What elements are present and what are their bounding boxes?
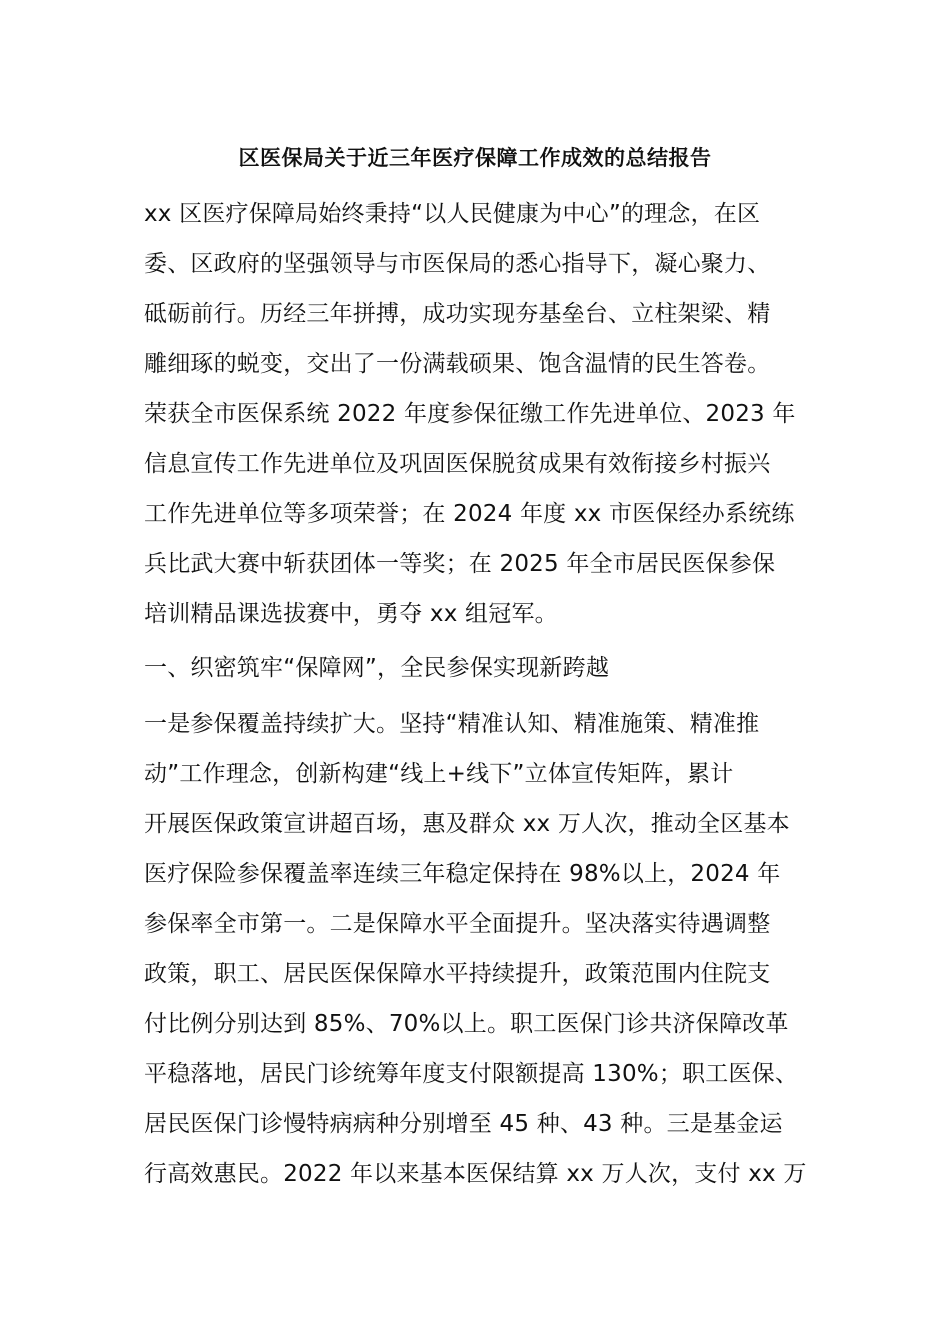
body-line: 信息宣传工作先进单位及巩固医保脱贫成果有效衔接乡村振兴	[144, 451, 771, 477]
body-line: 兵比武大赛中斩获团体一等奖；在 2025 年全市居民医保参保	[144, 551, 776, 577]
body-line: 工作先进单位等多项荣誉；在 2024 年度 xx 市医保经办系统练	[144, 501, 795, 527]
body-line: 培训精品课选拔赛中，勇夺 xx 组冠军。	[144, 601, 558, 627]
body-line: 平稳落地，居民门诊统筹年度支付限额提高 130%；职工医保、	[144, 1061, 799, 1087]
body-line: 委、区政府的坚强领导与市医保局的悉心指导下，凝心聚力、	[144, 251, 771, 277]
body-line: 政策，职工、居民医保保障水平持续提升，政策范围内住院支	[144, 961, 771, 987]
section-heading: 一、织密筑牢“保障网”，全民参保实现新跨越	[144, 655, 610, 681]
body-line: 居民医保门诊慢特病病种分别增至 45 种、43 种。三是基金运	[144, 1111, 783, 1137]
body-line: 行高效惠民。2022 年以来基本医保结算 xx 万人次，支付 xx 万	[144, 1161, 807, 1187]
body-line: 动”工作理念，创新构建“线上+线下”立体宣传矩阵，累计	[144, 761, 734, 787]
document-title: 区医保局关于近三年医疗保障工作成效的总结报告	[238, 146, 712, 170]
body-line: 一是参保覆盖持续扩大。坚持“精准认知、精准施策、精准推	[144, 711, 760, 737]
body-line: 开展医保政策宣讲超百场，惠及群众 xx 万人次，推动全区基本	[144, 811, 790, 837]
body-line: 荣获全市医保系统 2022 年度参保征缴工作先进单位、2023 年	[144, 401, 796, 427]
body-line: xx 区医疗保障局始终秉持“以人民健康为中心”的理念，在区	[144, 201, 761, 227]
body-line: 参保率全市第一。二是保障水平全面提升。坚决落实待遇调整	[144, 911, 771, 937]
body-line: 付比例分别达到 85%、70%以上。职工医保门诊共济保障改革	[144, 1011, 789, 1037]
body-line: 砥砺前行。历经三年拼搏，成功实现夯基垒台、立柱架梁、精	[144, 301, 771, 327]
body-line: 医疗保险参保覆盖率连续三年稳定保持在 98%以上，2024 年	[144, 861, 781, 887]
body-line: 雕细琢的蜕变，交出了一份满载硕果、饱含温情的民生答卷。	[144, 351, 771, 377]
